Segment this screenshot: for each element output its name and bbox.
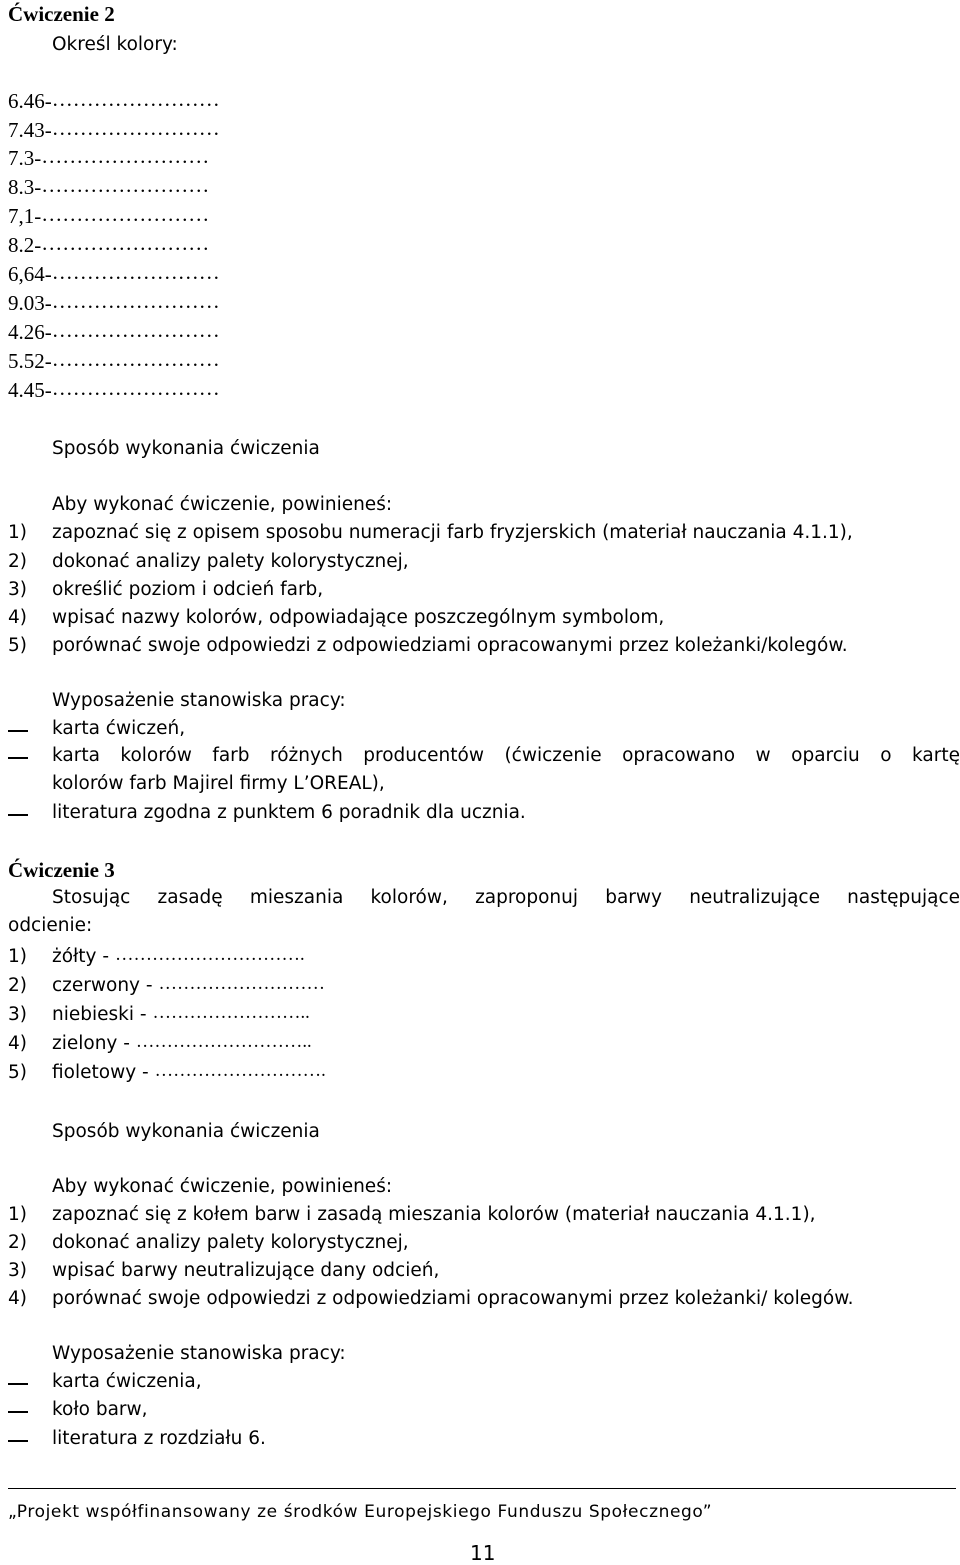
requirements-heading: Aby wykonać ćwiczenie, powinieneś: bbox=[52, 494, 393, 515]
answer-blank: …………………… bbox=[41, 231, 210, 255]
list-item bbox=[52, 1003, 310, 1025]
step-number: 3) bbox=[8, 579, 27, 600]
list-item bbox=[52, 945, 305, 967]
shade-label: czerwony - bbox=[52, 975, 153, 996]
shade-label: zielony - bbox=[52, 1033, 130, 1054]
step-number: 2) bbox=[8, 551, 27, 572]
step-text: dokonać analizy palety kolorystycznej, bbox=[52, 551, 409, 572]
exercise-3-intro-continued: odcienie: bbox=[8, 915, 93, 936]
exercise-3-title: Ćwiczenie 3 bbox=[8, 858, 115, 882]
method-heading: Sposób wykonania ćwiczenia bbox=[52, 1121, 320, 1142]
color-code: 4.45- bbox=[8, 378, 52, 402]
equipment-item: koło barw, bbox=[52, 1399, 148, 1420]
step-text: wpisać nazwy kolorów, odpowiadające poszczególnym symbolom, bbox=[52, 607, 665, 628]
equipment-item: karta ćwiczeń, bbox=[52, 718, 186, 739]
footer-divider bbox=[8, 1488, 956, 1489]
step-number: 1) bbox=[8, 522, 27, 543]
list-item bbox=[52, 974, 325, 996]
color-code: 6.46- bbox=[8, 89, 52, 113]
dash-bullet bbox=[8, 1411, 28, 1413]
item-number: 4) bbox=[8, 1033, 27, 1054]
equipment-heading: Wyposażenie stanowiska pracy: bbox=[52, 690, 346, 711]
step-number: 3) bbox=[8, 1260, 27, 1281]
answer-blank: …………………… bbox=[51, 376, 220, 400]
list-item bbox=[8, 202, 210, 228]
step-text: zapoznać się z opisem sposobu numeracji farb fryzjerskich (materiał nauczania 4.1.1), bbox=[52, 522, 853, 543]
answer-blank: …………………… bbox=[41, 173, 210, 197]
exercise-3-intro: Stosując zasadę mieszania kolorów, zaproponuj barwy neutralizujące następujące bbox=[52, 887, 960, 908]
list-item bbox=[52, 1032, 312, 1054]
color-code: 7.3- bbox=[8, 146, 42, 170]
color-code: 7.43- bbox=[8, 118, 52, 142]
answer-blank: …………………… bbox=[51, 347, 220, 371]
step-number: 4) bbox=[8, 607, 27, 628]
shade-label: fioletowy - bbox=[52, 1062, 149, 1083]
requirements-heading: Aby wykonać ćwiczenie, powinieneś: bbox=[52, 1176, 393, 1197]
answer-blank: …………………… bbox=[51, 289, 220, 313]
exercise-2-intro: Określ kolory: bbox=[52, 34, 178, 55]
color-code: 6,64- bbox=[8, 262, 52, 286]
exercise-2-title: Ćwiczenie 2 bbox=[8, 2, 115, 26]
color-code: 4.26- bbox=[8, 320, 52, 344]
equipment-item-continued: kolorów farb Majirel firmy L’OREAL), bbox=[52, 773, 385, 794]
shade-label: niebieski - bbox=[52, 1004, 147, 1025]
item-number: 1) bbox=[8, 946, 27, 967]
list-item bbox=[8, 376, 220, 402]
step-text: porównać swoje odpowiedzi z odpowiedziami opracowanymi przez koleżanki/ kolegów. bbox=[52, 1288, 854, 1309]
dash-bullet bbox=[8, 730, 28, 732]
list-item bbox=[8, 87, 220, 113]
list-item bbox=[8, 260, 220, 286]
equipment-heading: Wyposażenie stanowiska pracy: bbox=[52, 1343, 346, 1364]
answer-blank: …………………… bbox=[41, 144, 210, 168]
step-number: 1) bbox=[8, 1204, 27, 1225]
equipment-item: literatura zgodna z punktem 6 poradnik dla ucznia. bbox=[52, 802, 526, 823]
step-text: określić poziom i odcień farb, bbox=[52, 579, 324, 600]
answer-blank: …………………… bbox=[41, 202, 210, 226]
list-item bbox=[8, 347, 220, 373]
answer-blank: …………………… bbox=[51, 260, 220, 284]
step-text: dokonać analizy palety kolorystycznej, bbox=[52, 1232, 409, 1253]
step-text: wpisać barwy neutralizujące dany odcień, bbox=[52, 1260, 440, 1281]
list-item bbox=[8, 289, 220, 315]
footer-note: „Projekt współfinansowany ze środków Europejskiego Funduszu Społecznego” bbox=[8, 1502, 713, 1522]
answer-blank: …………………… bbox=[51, 318, 220, 342]
answer-blank: …………………… bbox=[51, 87, 220, 111]
list-item bbox=[8, 144, 210, 170]
step-text: porównać swoje odpowiedzi z odpowiedziami opracowanymi przez koleżanki/kolegów. bbox=[52, 635, 848, 656]
step-number: 2) bbox=[8, 1232, 27, 1253]
color-code: 8.3- bbox=[8, 175, 42, 199]
item-number: 2) bbox=[8, 975, 27, 996]
item-number: 3) bbox=[8, 1004, 27, 1025]
list-item bbox=[8, 173, 210, 199]
item-number: 5) bbox=[8, 1062, 27, 1083]
step-number: 5) bbox=[8, 635, 27, 656]
list-item bbox=[8, 318, 220, 344]
color-code: 7,1- bbox=[8, 204, 42, 228]
answer-blank: ………………………. bbox=[154, 1061, 326, 1081]
equipment-item: literatura z rozdziału 6. bbox=[52, 1428, 266, 1449]
color-code: 5.52- bbox=[8, 349, 52, 373]
dash-bullet bbox=[8, 814, 28, 816]
answer-blank: …………………….. bbox=[152, 1003, 310, 1023]
color-code: 8.2- bbox=[8, 233, 42, 257]
shade-label: żółty - bbox=[52, 946, 110, 967]
method-heading: Sposób wykonania ćwiczenia bbox=[52, 438, 320, 459]
equipment-item: karta kolorów farb różnych producentów (ćwiczenie opracowano w oparciu o kartę bbox=[52, 745, 960, 766]
dash-bullet bbox=[8, 1383, 28, 1385]
dash-bullet bbox=[8, 1440, 28, 1442]
list-item bbox=[8, 231, 210, 257]
list-item bbox=[8, 116, 220, 142]
step-text: zapoznać się z kołem barw i zasadą mieszania kolorów (materiał nauczania 4.1.1), bbox=[52, 1204, 816, 1225]
answer-blank: ……………………… bbox=[158, 974, 325, 994]
equipment-item: karta ćwiczenia, bbox=[52, 1371, 202, 1392]
step-number: 4) bbox=[8, 1288, 27, 1309]
answer-blank: ……………………….. bbox=[135, 1032, 312, 1052]
answer-blank: …………………………. bbox=[114, 945, 305, 965]
dash-bullet bbox=[8, 757, 28, 759]
answer-blank: …………………… bbox=[51, 116, 220, 140]
page-number: 11 bbox=[470, 1541, 496, 1565]
list-item bbox=[52, 1061, 326, 1083]
color-code: 9.03- bbox=[8, 291, 52, 315]
